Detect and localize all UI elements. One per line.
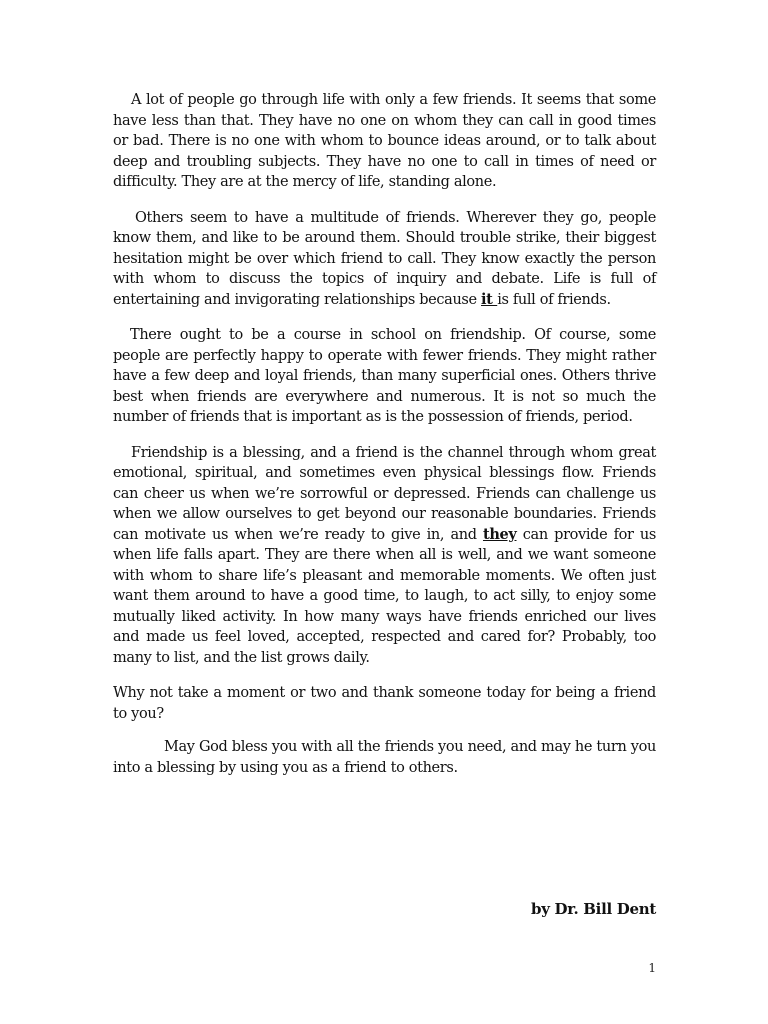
page-number: 1 [648,961,656,975]
paragraph-3: There ought to be a course in school on friendship. Of course, some people are perfectly happy to operate with fewer friends. They might rather have a few deep and loyal friends, than many superficial ones. Others thrive best when friends are everywhere and numerous. It is not so much the number of friends that is important as is the possession of friends, period. [113,327,656,425]
paragraph-2 [113,208,656,311]
paragraph-4-text-before: Friendship is a blessing, and a friend is the channel through whom great emotional, spiritual, and sometimes even physical blessings flow. Friends can cheer us when we’re sorrowful or depressed. Friends can challenge us when we allow ourselves to get beyond our reasonable boundaries. Friends can motivate us when we’re ready to give in, and [113,444,656,543]
paragraph-6: May God bless you with all the friends you need, and may he turn you into a blessing by using you as a friend to others. [113,739,656,776]
paragraph-4 [113,443,656,669]
paragraph-5: Why not take a moment or two and thank someone today for being a friend to you? [113,685,656,722]
paragraph-2-text-after: is full of friends. [497,291,611,308]
document-body [113,90,656,793]
paragraph-1: A lot of people go through life with only a few friends. It seems that some have less than that. They have no one on whom they can call in good times or bad. There is no one with whom to bounce ideas around, or to talk about deep and troubling subjects. They have no one to call in times of need or difficulty. They are at the mercy of life, standing alone. [113,92,656,190]
paragraph-4-emphasis: they [482,525,517,543]
paragraph-2-text-before: Others seem to have a multitude of friends. Wherever they go, people know them, and like to be around them. Should trouble strike, their biggest hesitation might be over which friend to call. They know exactly the person with whom to discuss the topics of inquiry and debate. Life is full of entertaining and invigorating relationships because [113,209,656,308]
paragraph-2-emphasis: it [481,290,498,308]
paragraph-4-text-after: can provide for us when life falls apart. They are there when all is well, and we want someone with whom to share life’s pleasant and memorable moments. We often just want them around to have a good time, to laugh, to act silly, to enjoy some mutually liked activity. In how many ways have friends enriched our lives and made us feel loved, accepted, respected and cared for? Probably, too many to list, and the list grows daily. [113,526,656,666]
author-signature: by Dr. Bill Dent [531,900,656,918]
